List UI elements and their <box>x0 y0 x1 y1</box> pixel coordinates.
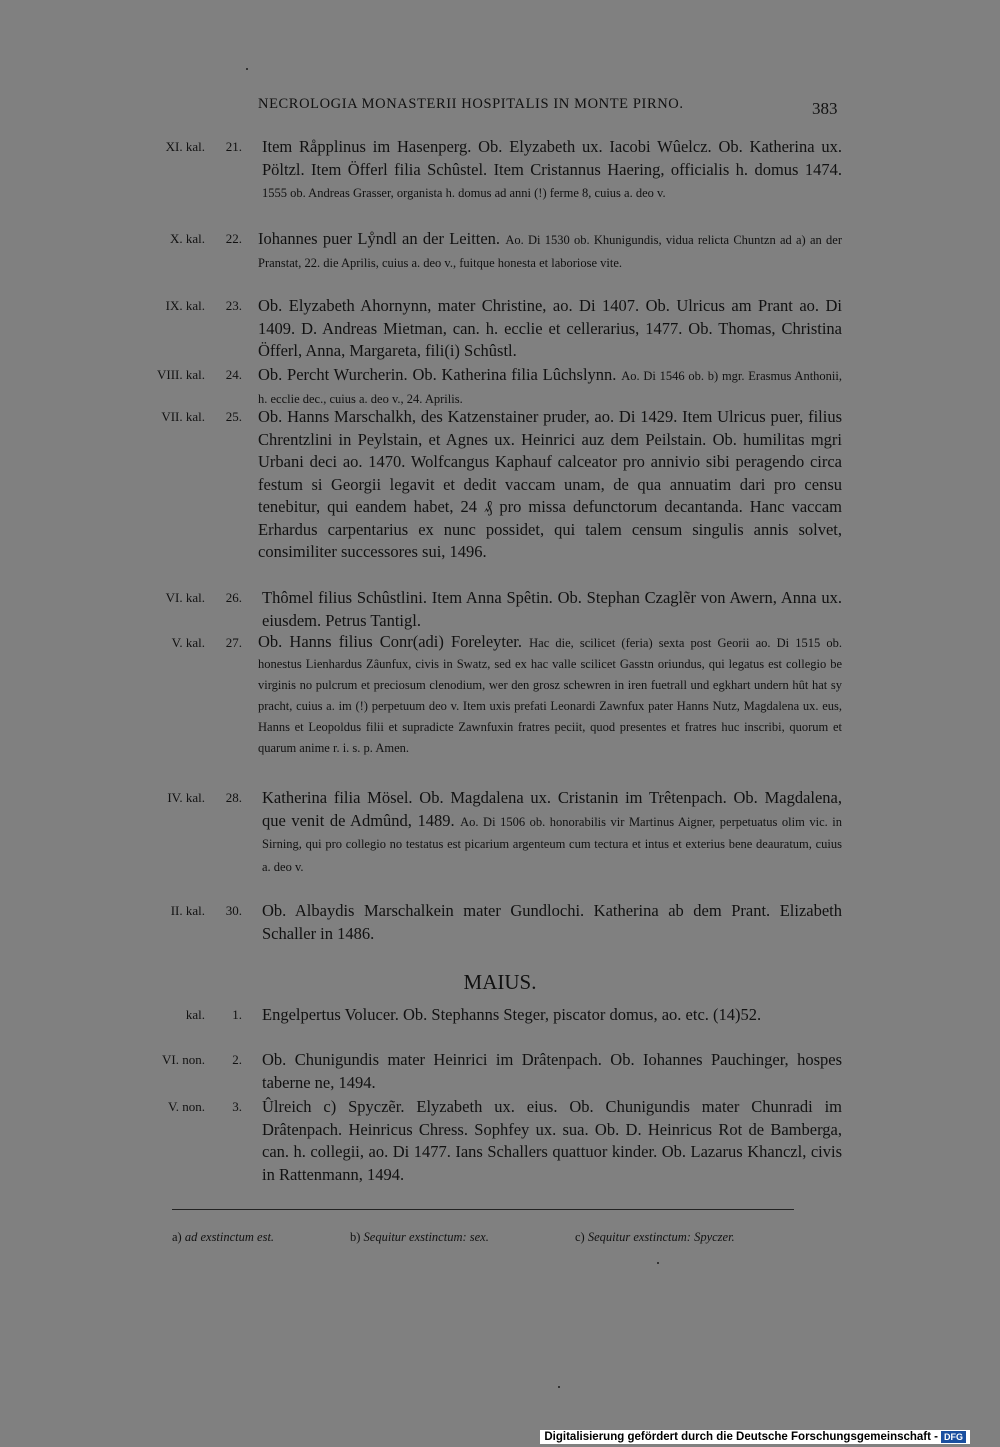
entry-text: Ob. Albaydis Marschalkein mater Gundlochi. Katherina ab dem Prant. Elizabeth Schaller in 1486. <box>262 901 842 943</box>
entry-date: VI. kal. <box>165 590 205 605</box>
entry-text: Item Råpplinus im Hasenperg. Ob. Elyzabeth ux. Iacobi Wûelcz. Ob. Katherina ux. Pöltzl. Item Öfferl filia Schûstel. Item Cristannus Haering, officialis h. domus 1474. 1555 ob. Andreas Grasser, organista h. domus ad anni (!) ferme 8, cuius a. deo v. <box>262 137 842 200</box>
entry-day: 25. <box>225 409 242 424</box>
page-number: 383 <box>812 99 838 118</box>
entry-day: 3. <box>232 1099 242 1114</box>
dfg-footer: Digitalisierung gefördert durch die Deutsche Forschungsgemeinschaft - DFG <box>540 1430 970 1444</box>
scan-speck <box>246 68 248 70</box>
entry-day: 23. <box>225 298 242 313</box>
footnote-c: c) Sequitur exstinctum: Spyczer. <box>575 1230 735 1244</box>
dfg-logo: DFG <box>941 1431 966 1443</box>
entry-text: Iohannes puer Lẙndl an der Leitten. Ao. Di 1530 ob. Khunigundis, vidua relicta Chuntzn ad a) an der Pranstat, 22. die Aprilis, cuius a. deo v., fuitque honesta et laboriose vite. <box>258 229 842 270</box>
entry-date: VIII. kal. <box>156 367 205 382</box>
footnote-b: b) Sequitur exstinctum: sex. <box>350 1230 489 1244</box>
entry-day: 27. <box>225 635 242 650</box>
entry-date: VII. kal. <box>161 409 205 424</box>
entry-day: 2. <box>232 1052 242 1067</box>
entry-day: 30. <box>225 903 242 918</box>
entry-text: Ob. Chunigundis mater Heinrici im Drâtenpach. Ob. Iohannes Pauchinger, hospes taberne ne, 1494. <box>262 1050 842 1092</box>
entry-text: Ûlreich c) Spyczẽr. Elyzabeth ux. eius. Ob. Chunigundis mater Chunradi im Drâtenpach. Heinricus Chress. Sophfey ux. sua. Ob. D. Heinricus Rot de Bamberga, can. h. collegii, ao. Di 1477. Ians Schallers quattuor kinder. Ob. Lazarus Khanczl, civis in Rattenmann, 1494. <box>262 1097 842 1184</box>
entry-day: 26. <box>225 590 242 605</box>
entry-date: VI. non. <box>162 1052 205 1067</box>
entry-day: 24. <box>225 367 242 382</box>
entry-day: 28. <box>225 790 242 805</box>
entry-note: Hac die, scilicet (feria) sexta post Georii ao. Di 1515 ob. honestus Lienhardus Zâunfux, civis in Swatz, sed ex hac valle scilicet Gasstn oriundus, qui legatus est collegio be virginis no pulcrum et preciosum clenodium, wer den grosz schewren in iren fuetrall und egkhart undern hût hat sy pracht, cuius a. im (!) perpetuum deo v. Item uxis prefati Leonardi Zawnfux pater Hanns Nutz, Magdalena ux. eus, Hanns et Leopoldus filii et supradicte Zawnfuxin fratres peciit, quod presentes et fratres huc inscribi, quorum et quarum anime r. i. s. p. Amen. <box>258 636 842 755</box>
entry-date: V. non. <box>168 1099 205 1114</box>
entry-date: IX. kal. <box>165 298 205 313</box>
entry-day: 1. <box>232 1007 242 1022</box>
footnote-divider <box>172 1209 794 1210</box>
entry-date: V. kal. <box>171 635 205 650</box>
scan-speck <box>558 1386 560 1388</box>
entry-text: Ob. Hanns filius Conr(adi) Foreleyter. Hac die, scilicet (feria) sexta post Georii ao. Di 1515 ob. honestus Lienhardus Zâunfux, civis in Swatz, sed ex hac valle scilicet Gasstn oriundus, qui legatus est collegio be virginis no pulcrum et preciosum clenodium, wer den grosz schewren in iren fuetrall und egkhart undern hût hat sy pracht, cuius a. im (!) perpetuum deo v. Item uxis prefati Leonardi Zawnfux pater Hanns Nutz, Magdalena ux. eus, Hanns et Leopoldus filii et supradicte Zawnfuxin fratres peciit, quod presentes et fratres huc inscribi, quorum et quarum anime r. i. s. p. Amen. <box>258 632 842 755</box>
scan-speck <box>657 1262 659 1264</box>
entry-text: Ob. Elyzabeth Ahornynn, mater Christine, ao. Di 1407. Ob. Ulricus am Prant ao. Di 1409. D. Andreas Mietman, can. h. ecclie et cellerarius, 1477. Ob. Thomas, Christina Öfferl, Anna, Margareta, fili(i) Schûstl. <box>258 296 842 360</box>
entry-note: 1555 ob. Andreas Grasser, organista h. domus ad anni (!) ferme 8, cuius a. deo v. <box>262 186 666 200</box>
entry-day: 22. <box>225 231 242 246</box>
entry-note: Ao. Di 1530 ob. Khunigundis, vidua relicta Chuntzn ad a) an der Pranstat, 22. die Aprilis, cuius a. deo v., fuitque honesta et laboriose vite. <box>258 233 842 270</box>
entry-date: XI. kal. <box>165 139 205 154</box>
entry-note: Ao. Di 1506 ob. honorabilis vir Martinus Aigner, perpetuatus olim vic. in Sirning, qui pro collegio no testatus est picarium argenteum cum tectura et intus et exterius bene deauratum, cuius a. deo v. <box>262 814 843 874</box>
entry-note: Ao. Di 1546 ob. b) mgr. Erasmus Anthonii, h. ecclie dec., cuius a. deo v., 24. Aprilis. <box>258 369 842 406</box>
entry-date: II. kal. <box>170 903 205 918</box>
entry-date: kal. <box>185 1007 205 1022</box>
running-title: NECROLOGIA MONASTERII HOSPITALIS IN MONTE PIRNO. <box>258 96 684 112</box>
entry-date: X. kal. <box>169 231 205 246</box>
entry-text: Ob. Percht Wurcherin. Ob. Katherina filia Lûchslynn. Ao. Di 1546 ob. b) mgr. Erasmus Anthonii, h. ecclie dec., cuius a. deo v., 24. Aprilis. <box>258 365 842 406</box>
entry-date: IV. kal. <box>167 790 205 805</box>
footnote-a: a) ad exstinctum est. <box>172 1230 275 1244</box>
entry-text: Engelpertus Volucer. Ob. Stephanns Steger, piscator domus, ao. etc. (14)52. <box>262 1005 762 1024</box>
entry-text: Katherina filia Mösel. Ob. Magdalena ux. Cristanin im Trêtenpach. Ob. Magdalena, que venit de Admûnd, 1489. Ao. Di 1506 ob. honorabilis vir Martinus Aigner, perpetuatus olim vic. in Sirning, qui pro collegio no testatus est picarium argenteum cum tectura et intus et exterius bene deauratum, cuius a. deo v. <box>262 788 843 874</box>
entry-day: 21. <box>225 139 242 154</box>
entry-text: Thômel filius Schûstlini. Item Anna Spêtin. Ob. Stephan Czaglẽr von Awern, Anna ux. eiusdem. Petrus Tantigl. <box>262 588 842 630</box>
section-title-maius: MAIUS. <box>463 970 537 994</box>
entry-text: Ob. Hanns Marschalkh, des Katzenstainer pruder, ao. Di 1429. Item Ulricus puer, filius Chrentzlini in Peylstain, et Agnes ux. Heinrici auz dem Peilstain. Ob. humilitas mgri Urbani deci ao. 1470. Wolfcangus Kaphauf calceator pro annivio sibi peragendo circa festum si Georgii legavit et dedit vaccam unam, de qua annuatim dari pro censu tenebitur, qui eandem habet, 24 ₰ pro missa defunctorum decantanda. Hanc vaccam Erhardus carpentarius ex nunc possidet, qui talem censum singulis annis solvet, consimiliter successores sui, 1496. <box>258 407 842 561</box>
